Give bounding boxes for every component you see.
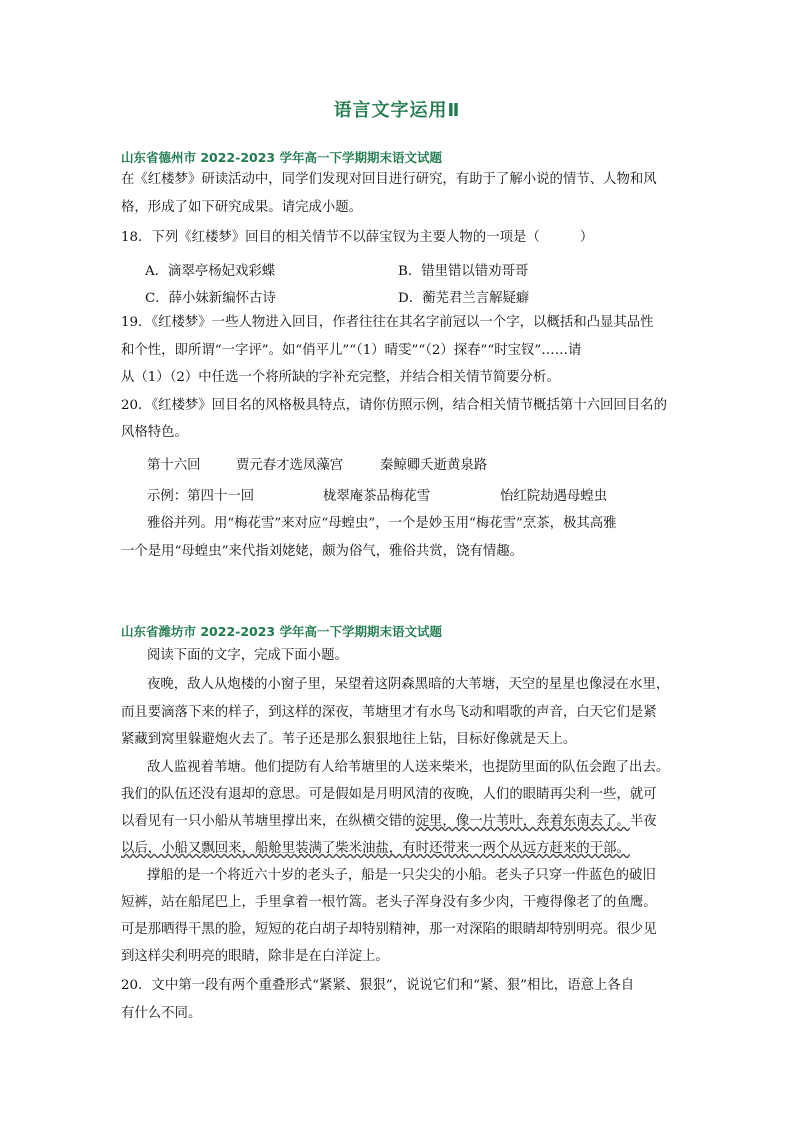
chapter16-title-b: 秦鲸卿夭逝黄泉路 <box>380 458 488 473</box>
passage-p1-line2: 而且要滴落下来的样子，到这样的深夜，苇塘里才有水鸟飞动和唱歌的声音，白天它们是紧 <box>121 705 657 720</box>
q20-line1: 20．《红楼梦》回目名的风格极具特点，请你仿照示例，结合相关情节概括第十六回回目名的 <box>121 398 667 413</box>
passage-p2-line2: 我们的队伍还没有退却的意思。可是假如是月明风清的夜晚，人们的眼睛再尖利一些，就可 <box>121 787 657 802</box>
section2-q20-line2: 有什么不同。 <box>121 1006 202 1021</box>
q20-line2: 风格特色。 <box>121 425 188 440</box>
section1-source: 山东省德州市 2022-2023 学年高一下学期期末语文试题 <box>121 150 442 165</box>
passage-p2-line3-tail: 半夜 <box>629 814 657 829</box>
page-title: 语言文字运用Ⅱ <box>333 100 461 121</box>
example-title-a: 栊翠庵茶品梅花雪 <box>323 489 431 504</box>
passage-p2-wavy-underline-2: 以后，小船又飘回来，船舱里装满了柴米油盐，有时还带来一两个从远方赶来的干部。 <box>121 841 630 856</box>
q18-option-a: A．滴翠亭杨妃戏彩蝶 <box>145 264 276 279</box>
example-number: 示例：第四十一回 <box>147 489 255 504</box>
passage-p2-line4 <box>121 839 681 859</box>
example-explain-line2: 一个是用“母蝗虫”来代指刘姥姥，颇为俗气，雅俗共赏，饶有情趣。 <box>121 544 524 559</box>
section2-source: 山东省潍坊市 2022-2023 学年高一下学期期末语文试题 <box>121 624 442 639</box>
passage-p2-line3 <box>121 812 681 832</box>
q19-line1: 19．《红楼梦》一些人物进入回目，作者往往在其名字前冠以一个字，以概括和凸显其品性 <box>121 315 654 330</box>
q18-option-c: C．薛小妹新编怀古诗 <box>145 291 276 306</box>
passage-p2-wavy-underline-1: 淀里，像一片苇叶，奔着东南去了。 <box>415 814 630 829</box>
passage-p3-line3: 可是那晒得干黑的脸，短短的花白胡子却特别精神，那一对深陷的眼睛却特别明亮。很少见 <box>121 922 657 937</box>
q19-line3: 从（1）（2）中任选一个将所缺的字补充完整，并结合相关情节简要分析。 <box>121 370 560 385</box>
chapter16-title-a: 贾元春才选凤藻宫 <box>236 458 344 473</box>
q18-option-d: D．蘅芜君兰言解疑癖 <box>398 291 530 306</box>
passage-p3-line1: 撑船的是一个将近六十岁的老头子，船是一只尖尖的小船。老头子只穿一件蓝色的破旧 <box>147 868 656 883</box>
q18-stem: 18．下列《红楼梦》回目的相关情节不以薛宝钗为主要人物的一项是（ ） <box>121 230 594 245</box>
section1-intro-line1: 在《红楼梦》研读活动中，同学们发现对回目进行研究，有助于了解小说的情节、人物和风 <box>121 172 657 187</box>
passage-p1-line3: 紧藏到窝里躲避炮火去了。苇子还是那么狠狠地往上钻，目标好像就是天上。 <box>121 732 577 747</box>
section2-q20-line1: 20．文中第一段有两个重叠形式“紧紧、狠狠”，说说它们和“紧、狠”相比，语意上各自 <box>121 978 635 993</box>
example-explain-line1: 雅俗并列。用“梅花雪”来对应“母蝗虫”，一个是妙玉用“梅花雪”烹茶，极其高雅 <box>147 516 617 531</box>
q18-option-b: B．错里错以错劝哥哥 <box>398 264 529 279</box>
example-title-b: 怡红院劫遇母蝗虫 <box>500 489 608 504</box>
passage-p1-line1: 夜晚，敌人从炮楼的小窗子里，呆望着这阴森黑暗的大苇塘，天空的星星也像浸在水里， <box>147 677 670 692</box>
chapter16-number: 第十六回 <box>147 458 201 473</box>
q19-line2: 和个性，即所谓“一字评”。如“俏平儿”“（1）晴雯”“（2）探春”“时宝钗”……请 <box>121 343 582 358</box>
passage-p3-line2: 短裤，站在船尾巴上，手里拿着一根竹篙。老头子浑身没有多少肉，干瘦得像老了的鱼鹰。 <box>121 895 657 910</box>
passage-p2-line3-text: 以看见有一只小船从苇塘里撑出来，在纵横交错的 <box>121 814 416 829</box>
section1-intro-line2: 格，形成了如下研究成果。请完成小题。 <box>121 200 363 215</box>
section2-lead: 阅读下面的文字，完成下面小题。 <box>147 648 348 663</box>
passage-p3-line4: 到这样尖利明亮的眼睛，除非是在白洋淀上。 <box>121 949 389 964</box>
passage-p2-line1: 敌人监视着苇塘。他们提防有人给苇塘里的人送来柴米，也提防里面的队伍会跑了出去。 <box>147 760 670 775</box>
